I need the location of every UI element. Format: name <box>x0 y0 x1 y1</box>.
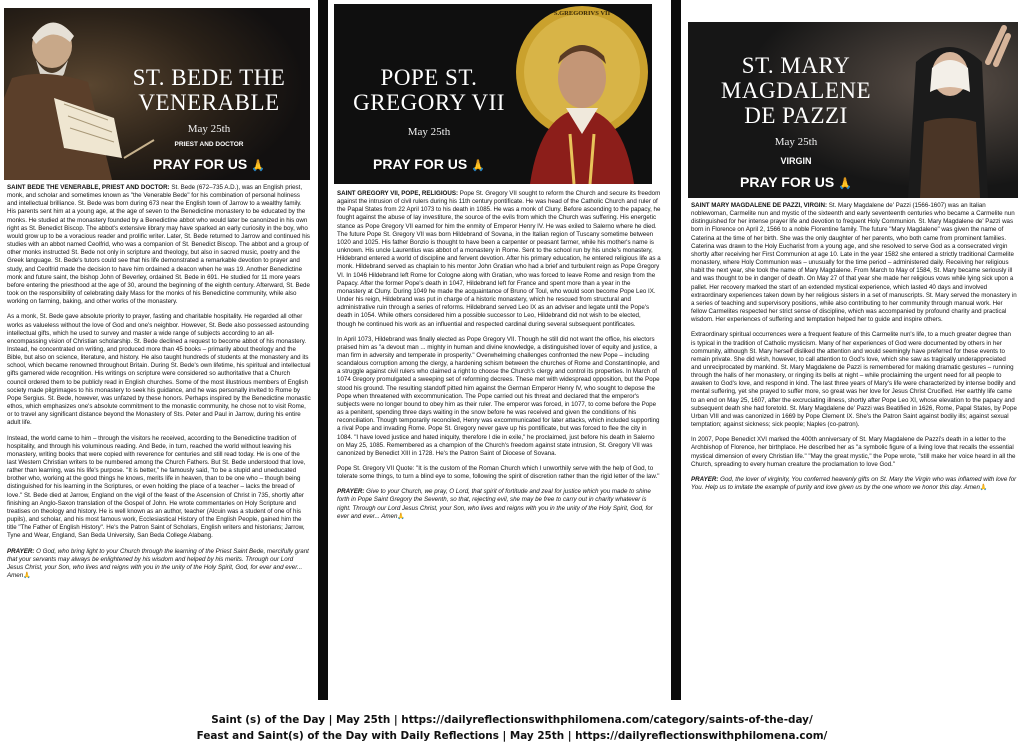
bede-date: May 25th <box>187 123 231 135</box>
gregory-halo-inscription: S.GREGORIVS VII <box>553 10 611 17</box>
column-st-gregory <box>334 0 664 700</box>
mary-text <box>688 202 1020 492</box>
mary-paragraph: In 2007, Pope Benedict XVI marked the 400th anniversary of St. Mary Magdalene de Pazzi's death in a letter to the Archbishop of Florence, her birthplace. He described her as "a symbolic figure of a living love that recalls the essential mystical dimension of every Christian life." "May the great mystic," the Pope wrote, "still make her voice heard in all the Church, spreading to every human creature the proclamation to love God." <box>691 436 1016 468</box>
praying-hands-icon: 🙏 <box>23 572 31 580</box>
divider-left <box>318 0 328 700</box>
bede-role: PRIEST AND DOCTOR <box>174 141 244 148</box>
footer <box>0 712 1024 744</box>
mary-role: VIRGIN <box>780 156 812 166</box>
bede-paragraph: Instead, the world came to him – through the visitors he received, according to the Benedictine tradition of hospitality, and through his voluminous reading. And Bede, in turn, reached the world without leaving his monastery, writing books that were copied with reverence for centuries and still read today. He is one of the last Western Christian writers to be numbered among the Church Fathers. But St. Bede understood that love, rather than learning, was his life's purpose. "It is better," he famously said, "to be a stupid and uneducated brother who, working at the good things he knows, merits life in heaven, than to be one who – though being distinguished for his learning in the Scriptures, or even holding the place of a teacher – lacks the bread of love." St. Bede died at Jarrow, England on the vigil of the feast of the Ascension of Christ in 735, shortly after finishing an Anglo-Saxon translation of the Gospel of John. He wrote commentaries on Holy Scripture and treatises on theology and history. He is well known as an author, teacher (Alcuin was a student of one of his pupils), and scholar, and his most famous work, Ecclesiastical History of the English People, gained him the title "The Father of English History". He's the Patron Saint of Scholars, English writers and historians; Jarrow, Tyne and Wear, England, San Beda University, San Beda College Alabang. <box>7 434 306 540</box>
bede-banner <box>4 8 310 180</box>
gregory-title: POPE ST. GREGORY VII <box>353 65 505 115</box>
mary-date: May 25th <box>774 136 818 148</box>
footer-link-saints-of-the-day[interactable]: Saint (s) of the Day | May 25th | https://dailyreflectionswithphilomena.com/category/saints-of-the-day/ <box>211 714 813 726</box>
gregory-prayer: PRAYER: Give to your Church, we pray, O Lord, that spirit of fortitude and zeal for justice which you made to shine forth in Pope Saint Gregory the Seventh, so that, rejecting evil, she may be free to carry out in charity whatever is right. Through our Lord Jesus Christ, your Son, who lives and reigns with you in the unity of the Holy Spirit, God, for ever and ever... Amen🙏 <box>337 488 653 520</box>
mary-pray-for-us: PRAY FOR US 🙏 <box>740 174 852 190</box>
mary-paragraph: SAINT MARY MAGDALENE DE PAZZI, VIRGIN: St. Mary Magdalene de' Pazzi (1566-1607) was an Italian noblewoman, Carmelite nun and mystic of the sixteenth and early seventeenth centuries who became a Carmelite nun distinguished for her intense prayer life and devotion to frequent Holy Communion. St. Mary Magdalene de' Pazzi was born in Florence on April 2, 1566 to a noble Florentine family. The future "Mary Magdalene" was given the name of Caterina at the time of her birth. She was the only daughter of her parents, who both came from prominent families. Caterina was drawn to the Holy Eucharist from a young age, and she resolved to serve God as a consecrated virgin shortly after receiving her First Communion at age 10. Late in the year 1582 she entered a strictly traditional Carmelite monastery, where Holy Communion was – unusually for the time period – administered daily. Receiving her religious habit the next year, she took the name of Mary Magdalene. From March to May of 1584, St. Mary became seriously ill and was thought to be in danger of death. On May 27 of that year she made her religious vows while lying sick upon a pallet. Her recovery marked the start of an extended mystical experience, which lasted 40 days and involved extraordinary experiences taken down by her religious sisters in a set of manuscripts. St. Mary served the monastery in a series of teaching and supervisory positions, while also contributing to her community through manual work. Her fellow Carmelites respected her strict sense of discipline, which was accompanied by profound charity and practical wisdom. Her experiences of suffering and temptation helped her to guide and inspire others. <box>691 202 1017 324</box>
praying-hands-icon: 🙏 <box>979 484 988 491</box>
gregory-paragraph: SAINT GREGORY VII, POPE, RELIGIOUS: Pope St. Gregory VII sought to reform the Church and secure its freedom against the intrusion of civil rulers during his 11th century pontificate. He was head of the Catholic Church and ruler of the Papal States from 22 April 1073 to his death in 1085. He was a monk of Cluny. Before ascending to the papacy, he fought against the abuse of lay investiture, the source of the evils from which the Church was suffering. His energetic stance as Pope Gregory VII earned for him the enmity of Emperor Henry IV. He was exiled to Salerno where he died. The future Pope St. Gregory VII was born Hildebrand of Sovana, in the Italian region of Tuscany sometime between 1020 and 1025. His father Bonzio is thought to have been a carpenter or peasant farmer, while his mother's name is unknown. His uncle Laurentius was abbot of a monastery in Rome. Sent to the school run by his uncle's monastery, Hildebrand entered a world of discipline and fervent devotion. After his primary education, he entered religious life as a monk. Hildebrand served as chaplain to his mentor John Gratian who had a brief and turbulent reign as Pope Gregory VI. In 1046 Hildebrand left Rome for Cologne along with Gratian, who was forced to leave Rome and resign from the Papacy. After the former Pope's death in 1047, Hildebrand left for France and spent more than a year in the monastery at Cluny. During 1049 he made the acquaintance of Bruno of Toul, who would soon become Pope Leo IX. Under his reign, Hildebrand was put in charge of a historic monastery, which he rescued from structural and administrative ruin through a series of reforms. Hildebrand served Leo IX as an adviser and legate until the Pope's death in 1054. While others considered him a possible successor to Leo, Hildebrand did not wish to be elected, though he continued his work as an influential and respected cardinal during several subsequent pontificates. <box>337 190 661 328</box>
gregory-text <box>334 190 664 521</box>
footer-link-daily-reflections[interactable]: Feast and Saint(s) of the Day with Daily Reflections | May 25th | https://dailyreflectionswithphilomena.com/ <box>196 730 828 742</box>
bede-paragraph: SAINT BEDE THE VENERABLE, PRIEST AND DOCTOR: St. Bede (672–735 A.D.), was an English priest, monk, and scholar and sometimes known as "the Venerable Bede" for his combination of personal holiness and intellectual brilliance. St. Bede was born during 673 near the English town of Jarrow to a wealthy family. His parents sent him at a young age, at the age of seven to the Benedictine monastery to be educated by the monks. He studied at the monastery founded by a Benedictine abbot who would later be canonized in his own right as St. Benedict Biscop. The abbot's extensive library may have sparked an early curiosity in the boy, who would grow up to be a voracious reader and prolific writer. Later, St. Bede returned to Jarrow and continued his studies with an abbot named Ceolfrid, who was a companion of St. Benedict Biscop. The abbot and a group of other monks instructed St. Bede not only in scripture and theology, but also in sacred music, poetry and the Greek language. St. Bede's tutors could see that his life demonstrated a remarkable devotion to prayer and study, and Ceolfrid made the decision to have him ordained a deacon when he was 19. Another Benedictine monk and future saint, the bishop John of Beverley, ordained St. Bede in 691. He studied for 11 more years before entering the priesthood at the age of 30, around the beginning of the eighth century. Afterward, St. Bede took on the responsibility of celebrating daily Mass for the monks of his Benedictine community, while also working on farming, baking, and other works of the monastery. <box>7 184 311 306</box>
praying-hands-icon: 🙏 <box>471 160 485 172</box>
praying-hands-icon: 🙏 <box>251 160 265 172</box>
column-st-mary-magdalene <box>688 0 1020 700</box>
praying-hands-icon: 🙏 <box>838 178 852 190</box>
bede-pray-for-us: PRAY FOR US 🙏 <box>153 156 265 172</box>
gregory-quote: Pope St. Gregory VII Quote: "It is the custom of the Roman Church which I unworthily serve with the help of God, to tolerate some things, to turn a blind eye to some, following the spirit of discretion rather than the rigid letter of the law." <box>337 465 660 481</box>
praying-hands-icon: 🙏 <box>397 512 406 520</box>
divider-right <box>671 0 681 700</box>
gregory-date: May 25th <box>407 126 451 138</box>
column-st-bede <box>4 0 314 700</box>
gregory-banner <box>334 4 652 184</box>
gregory-paragraph: In April 1073, Hildebrand was finally elected as Pope Gregory VII. Though he still did not want the office, his electors praised him as "a devout man ... mighty in human and divine knowledge, a distinguished lover of equity and justice, a man firm in adversity and temperate in prosperity." Overwhelming challenges confronted the new Pope – including scandalous corruption among the clergy, a hardening schism between the churches of Rome and Constantinople, and a struggle against civil rulers who claimed a right to choose the Church's clergy and control its properties. In March of 1074 Gregory promulgated a sweeping set of reforming decrees. These met with widespread opposition, but the Pope stood his ground. The resulting standoff pitted him against the German Emperor Henry IV, who sought to depose the Pope when threatened with excommunication. The Pope carried out his threat and declared that the emperor's subjects were no longer bound to obey him as their ruler. The emperor was forced, in 1077, to come before the Pope as a penitent, spending three days waiting in the snow before he was received and given the conditions of his reconciliation. Though temporarily reconciled, Henry was excommunicated for later attacks, which included supporting a rival Pope and invading Rome. Pope St. Gregory never gave up his pontificate, but was forced to flee the city in 1084. "I have loved justice and hated iniquity, therefore I die in exile," he proclaimed, just before his death in Salerno on May 25, 1085. Remembered as a champion of the Church's freedom against state intrusion, St. Gregory VII was canonized by Benedict XIII in 1728. He's the Patron Saint of Diocese of Sovana. <box>337 335 660 457</box>
bede-paragraph: As a monk, St. Bede gave absolute priority to prayer, fasting and charitable hospitality. He regarded all other works as valueless without the love of God and one's neighbor. However, St. Bede also possessed astounding intellectual gifts, which he used to survey and master a wide range of subjects according to an all-encompassing vision of Christian scholarship. St. Bede declined a request to become abbot of his monastery. Instead, he concentrated on writing, and produced more than 45 books – primarily about theology and the Bible, but also on science, literature, and history. He also taught hundreds of students at the monastery and its school, which became renowned throughout Britain. During St. Bede's own lifetime, his spiritual and intellectual gifts garnered wide recognition. His writings on scripture were considered so authoritative that a Church council ordered them to be publicly read in English churches. Some of the most illustrious members of English society made pilgrimages to his monastery to seek his guidance, and he was personally invited to Rome by Pope Sergius. St. Bede, however, was unfazed by these honors. Perhaps inspired by the Benedictine monastic ethos, which emphasizes one's absolute commitment to the monastic community, he chose not to visit Rome, or to travel any significant distance beyond the Monastery of Sts. Peter and Paul in Jarrow, during his entire adult life. <box>7 313 311 427</box>
bede-prayer: PRAYER: O God, who bring light to your Church through the learning of the Priest Saint Bede, mercifully grant that your servants may always be enlightened by his wisdom and helped by his merits. Through our Lord Jesus Christ, your Son, who lives and reigns with you in the unity of the Holy Spirit, God, for ever and ever... Amen🙏 <box>7 547 309 580</box>
bede-title: ST. BEDE THE VENERABLE <box>132 65 286 115</box>
mary-banner <box>688 22 1018 198</box>
gregory-pray-for-us: PRAY FOR US 🙏 <box>373 156 485 172</box>
mary-paragraph: Extraordinary spiritual occurrences were a frequent feature of this Carmelite nun's life, to a much greater degree than is typical in the tradition of Catholic mysticism. Many of her experiences of God were documented by others in her community, although St. Mary herself disliked the attention and would seemingly have preferred for these events to remain private. She did wish, however, to call attention to God's love, which she saw as tragically underappreciated and unreciprocated by mankind. St. Mary Magdalene de Pazzi is remembered for making dramatic gestures – running through the halls of her monastery, or ringing its bells at night – while proclaiming the urgent need for all people to awaken to God's love, and respond in kind. The last three years of Mary's life were characterized by intense bodily and mental suffering, yet she prayed to suffer more, so great was her love for Jesus Christ Crucified. Her earthly life came to an end on May 25, 1607, after the excruciating illness, shortly after Pope Leo XI, whose elevation to the papacy and subsequent death she had foretold. St. Mary Magdalene de' Pazzi was Beatified in 1626, Rome, Papal States, by Pope Urban VIII and was canonized in 1669 by Pope Clement IX. She's the Patron Saint against bodily ills; against sexual temptation; against sickness; sick people; Naples (co-patron). <box>691 331 1017 429</box>
bede-text <box>4 184 314 580</box>
mary-title: ST. MARY MAGDALENE DE PAZZI <box>720 53 872 128</box>
mary-prayer: PRAYER: God, the lover of virginity, You conferred heavenly gifts on St. Mary the Virgin who was inflamed with love for You. Help us to imitate the example of purity and love given us by the one whom we honor this day. Amen🙏 <box>691 475 1017 491</box>
